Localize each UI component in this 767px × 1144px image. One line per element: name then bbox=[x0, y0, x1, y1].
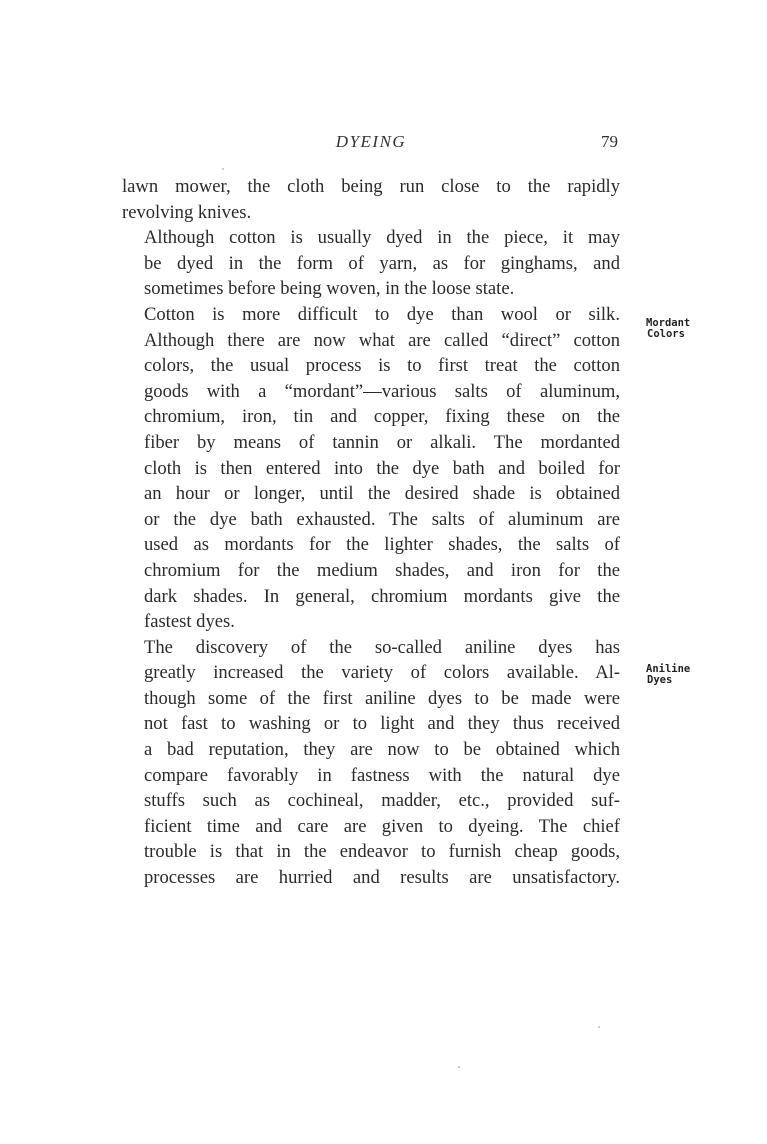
sidenote-aniline-dyes bbox=[646, 664, 690, 686]
body-text bbox=[122, 174, 620, 891]
text-line: sometimes before being woven, in the loose state. bbox=[144, 278, 515, 300]
text-line: a bad reputation, they are now to be obtained which bbox=[144, 739, 620, 761]
sidenote-line: Dyes bbox=[647, 674, 673, 686]
text-line: lawn mower, the cloth being run close to the rapidly bbox=[122, 176, 620, 197]
text-line: fastest dyes. bbox=[144, 611, 235, 633]
text-line: cloth is then entered into the dye bath and boiled for bbox=[144, 457, 620, 479]
text-line: colors, the usual process is to first treat the cotton bbox=[144, 355, 620, 377]
text-line: ficient time and care are given to dyeing. The chief bbox=[144, 815, 620, 837]
running-title: DYEING bbox=[335, 132, 407, 151]
text-line: fiber by means of tannin or alkali. The mordanted bbox=[144, 431, 620, 453]
text-line: compare favorably in fastness with the natural dye bbox=[144, 764, 620, 786]
scan-speck bbox=[458, 1066, 460, 1068]
paragraph-cotton-piece bbox=[122, 225, 620, 302]
text-line: chromium for the medium shades, and iron for the bbox=[144, 559, 620, 581]
sidenote-line: Aniline bbox=[646, 663, 691, 675]
text-line: used as mordants for the lighter shades, the salts of bbox=[144, 534, 620, 556]
text-line: be dyed in the form of yarn, as for ginghams, and bbox=[144, 252, 620, 274]
text-line: greatly increased the variety of colors available. Al- bbox=[144, 662, 620, 684]
text-line: trouble is that in the endeavor to furnish cheap goods, bbox=[144, 841, 620, 863]
paragraph-lawn-mower bbox=[122, 174, 620, 225]
sidenote-mordant-colors bbox=[646, 318, 690, 340]
text-line: goods with a “mordant”—various salts of aluminum, bbox=[144, 380, 620, 402]
sidenote-line: Colors bbox=[647, 328, 685, 340]
text-line: though some of the first aniline dyes to be made were bbox=[144, 687, 620, 709]
text-line: Although cotton is usually dyed in the piece, it may bbox=[144, 227, 620, 249]
text-line: chromium, iron, tin and copper, fixing these on the bbox=[144, 406, 620, 428]
scan-speck bbox=[222, 168, 224, 170]
text-line: Cotton is more difficult to dye than wool or silk. bbox=[144, 303, 620, 325]
page-number: 79 bbox=[601, 132, 618, 151]
text-line: not fast to washing or to light and they thus received bbox=[144, 713, 620, 735]
running-head bbox=[122, 132, 620, 156]
text-line: The discovery of the so-called aniline dyes has bbox=[144, 636, 620, 658]
text-line: processes are hurried and results are unsatisfactory. bbox=[144, 867, 620, 889]
text-line: Although there are now what are called “direct” cotton bbox=[144, 329, 620, 351]
paragraph-aniline-dyes bbox=[122, 635, 620, 891]
text-line: or the dye bath exhausted. The salts of aluminum are bbox=[144, 508, 620, 530]
text-line: stuffs such as cochineal, madder, etc., provided suf- bbox=[144, 790, 620, 812]
text-line: dark shades. In general, chromium mordants give the bbox=[144, 585, 620, 607]
text-line: revolving knives. bbox=[122, 201, 252, 223]
text-line: an hour or longer, until the desired shade is obtained bbox=[144, 483, 620, 505]
sidenote-line: Mordant bbox=[646, 317, 691, 329]
scan-speck bbox=[598, 1026, 600, 1028]
paragraph-mordant-colors bbox=[122, 302, 620, 635]
